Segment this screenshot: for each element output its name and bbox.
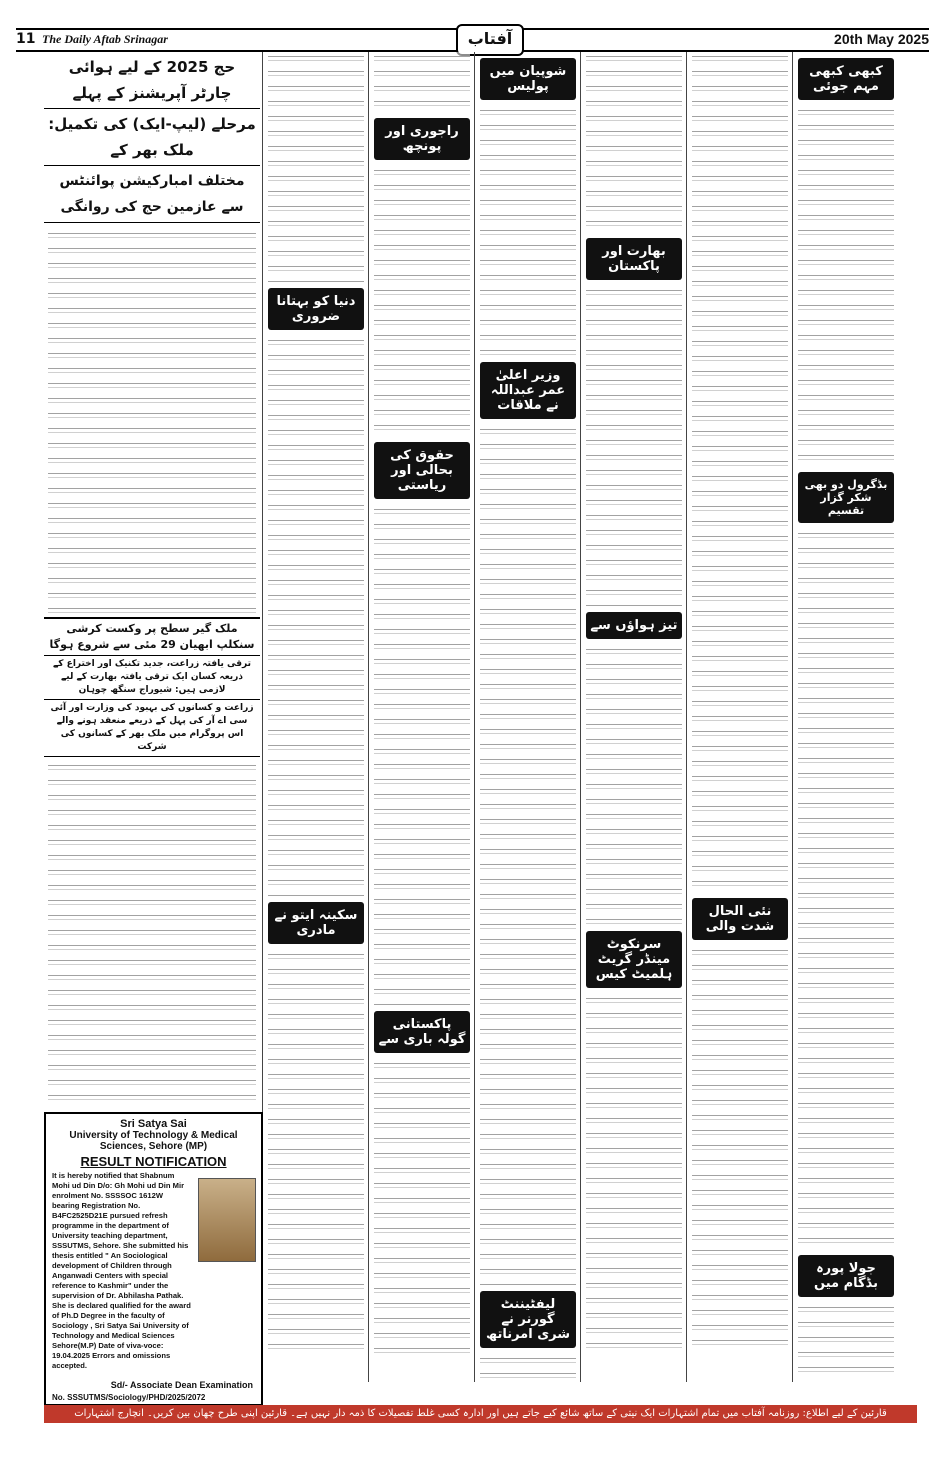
advert-institution-2: University of Technology & Medical (69, 1130, 238, 1141)
column-3 (370, 52, 474, 1382)
advert-signature: Sd/- Associate Dean Examination (110, 1380, 253, 1390)
column-4-headline-3: لیفٹیننٹ گورنر نے شری امرناتھ (480, 1291, 576, 1348)
column-6-text (692, 946, 788, 1346)
column-3-text (374, 166, 470, 436)
footer-notice-banner: قارئین کے لیے اطلاع: روزنامہ آفتاب میں تمام اشتہارات ایک نیتی کے ساتھ شائع کیے جاتے ہیں اور ادارہ کسی غلط تفصیلات کا ذمہ دار نہیں ہے۔ قارئین اپنی طرح چھان بین کریں۔ انچارج اشتہارات (44, 1405, 917, 1423)
column-6-text (692, 52, 788, 592)
lead-headline-3: مختلف امبارکیشن پوائنٹس سے عازمین حج کی روانگی (44, 166, 260, 223)
column-5-headline-2: تیز ہواؤں سے (586, 612, 682, 639)
column-5-text (586, 286, 682, 606)
column-7-text (798, 1303, 894, 1382)
column-5-text (586, 645, 682, 925)
column-3-headline-1: راجوری اور پونچھ (374, 118, 470, 160)
advert-institution-1: Sri Satya Sai (120, 1118, 187, 1130)
story-2-subhead-2: زراعت و کسانوں کی بہبود کی وزارت اور آئی سی اے آر کی پہل کے ذریعے منعقد ہونے والے اس پروگرام میں ملک بھر کے کسانوں کی شرکت (44, 700, 260, 757)
column-4-headline-2: وزیر اعلیٰ عمر عبداللہ نے ملاقات (480, 362, 576, 419)
lead-body-text (48, 229, 256, 617)
paper-name: The Daily Aftab Srinagar (42, 32, 168, 46)
story-2-headline: ملک گیر سطح پر وکست کرشی سنکلپ ابھیان 29 مئی سے شروع ہوگا (44, 617, 260, 656)
column-5 (582, 52, 686, 1382)
advert-title: RESULT NOTIFICATION (80, 1154, 227, 1169)
story-2-subhead: ترقی یافتہ زراعت، جدید تکنیک اور اختراع کے ذریعہ کسان ایک ترقی یافتہ بھارت کے لیے لازمی ہیں: شیوراج سنگھ چوہان (44, 656, 260, 700)
column-4 (476, 52, 580, 1382)
lead-headline-1: حج 2025 کے لیے ہوائی چارٹر آپریشنز کے پہلے (44, 52, 260, 109)
column-3-text (374, 505, 470, 1005)
lead-headline-2: مرحلے (لیپ-ایک) کی تکمیل: ملک بھر کے (44, 109, 260, 166)
column-2-text (268, 52, 364, 282)
column-6 (688, 52, 792, 1382)
column-rule (792, 52, 793, 1382)
column-7-headline-4: جولا پورہ بڈگام میں (798, 1255, 894, 1297)
column-7-headline-2: بڈگرول دو بھی شکر گزار تقسیم (798, 472, 894, 523)
column-2 (264, 52, 368, 1382)
masthead (16, 28, 929, 52)
column-5-text (586, 994, 682, 1354)
advert-reference: No. SSSUTMS/Sociology/PHD/2025/2072 (52, 1393, 206, 1402)
column-2-text (268, 950, 364, 1350)
column-2-headline-1: دنیا کو بہتانا ضروری (268, 288, 364, 330)
candidate-photo (198, 1178, 256, 1262)
column-4-text (480, 425, 576, 1285)
column-7-text (798, 106, 894, 466)
column-rule (368, 52, 369, 1382)
newspaper-logo: آفتاب (456, 24, 524, 56)
column-5-headline-3: سرنکوٹ مینڈر گریٹ ہلمیٹ کیس (586, 931, 682, 988)
column-6-headline-3: نئی الحال شدت والی (692, 898, 788, 940)
column-2-headline-2: سکینہ ایتو نے مادری (268, 902, 364, 944)
column-5-headline-1: بھارت اور پاکستان (586, 238, 682, 280)
column-7-headline-1: کبھی کبھی مہم جوئی (798, 58, 894, 100)
result-notification-advert (44, 1112, 263, 1406)
column-6-text (692, 592, 788, 892)
column-3-text (374, 52, 470, 112)
column-rule (580, 52, 581, 1382)
column-7 (794, 52, 898, 1382)
column-rule (686, 52, 687, 1382)
story-2-body (48, 761, 256, 1100)
column-4-text (480, 106, 576, 356)
column-2-text (268, 336, 364, 896)
column-3-headline-2: حقوق کی بحالی اور ریاستی (374, 442, 470, 499)
issue-date: 20th May 2025 (834, 31, 929, 47)
column-rule (474, 52, 475, 1382)
column-7-text (798, 529, 894, 1249)
advert-institution-3: Sciences, Sehore (MP) (99, 1141, 208, 1152)
column-5-text (586, 52, 682, 232)
column-3-text (374, 1059, 470, 1359)
column-3-headline-3: پاکستانی گولہ باری سے (374, 1011, 470, 1053)
column-4-text (480, 1354, 576, 1382)
page-number: 11 (16, 31, 36, 47)
column-4-headline-1: شوپیان میں پولیس (480, 58, 576, 100)
lead-story (44, 52, 260, 1100)
advert-body-text: It is hereby notified that Shabnum Mohi ud Din D/o: Gh Mohi ud Din Mir enrolment No. SSSSOC 1612W bearing Registration No. B4FC2525D21E pursued refresh programme in the department of University teaching department, SSSUTMS, Sehore. She submitted his thesis entitled " An Sociological development of Children through Anganwadi Centers with special reference to Kashmir" under the supervision of Dr. Abhilasha Pathak. She is declared qualified for the award of Ph.D Degree in the faculty of Sociology , Sri Satya Sai University of Technology and Medical Sciences Sehore(M.P) Date of viva-voce: 19.04.2025 Errors and omissions accepted. (52, 1171, 191, 1370)
